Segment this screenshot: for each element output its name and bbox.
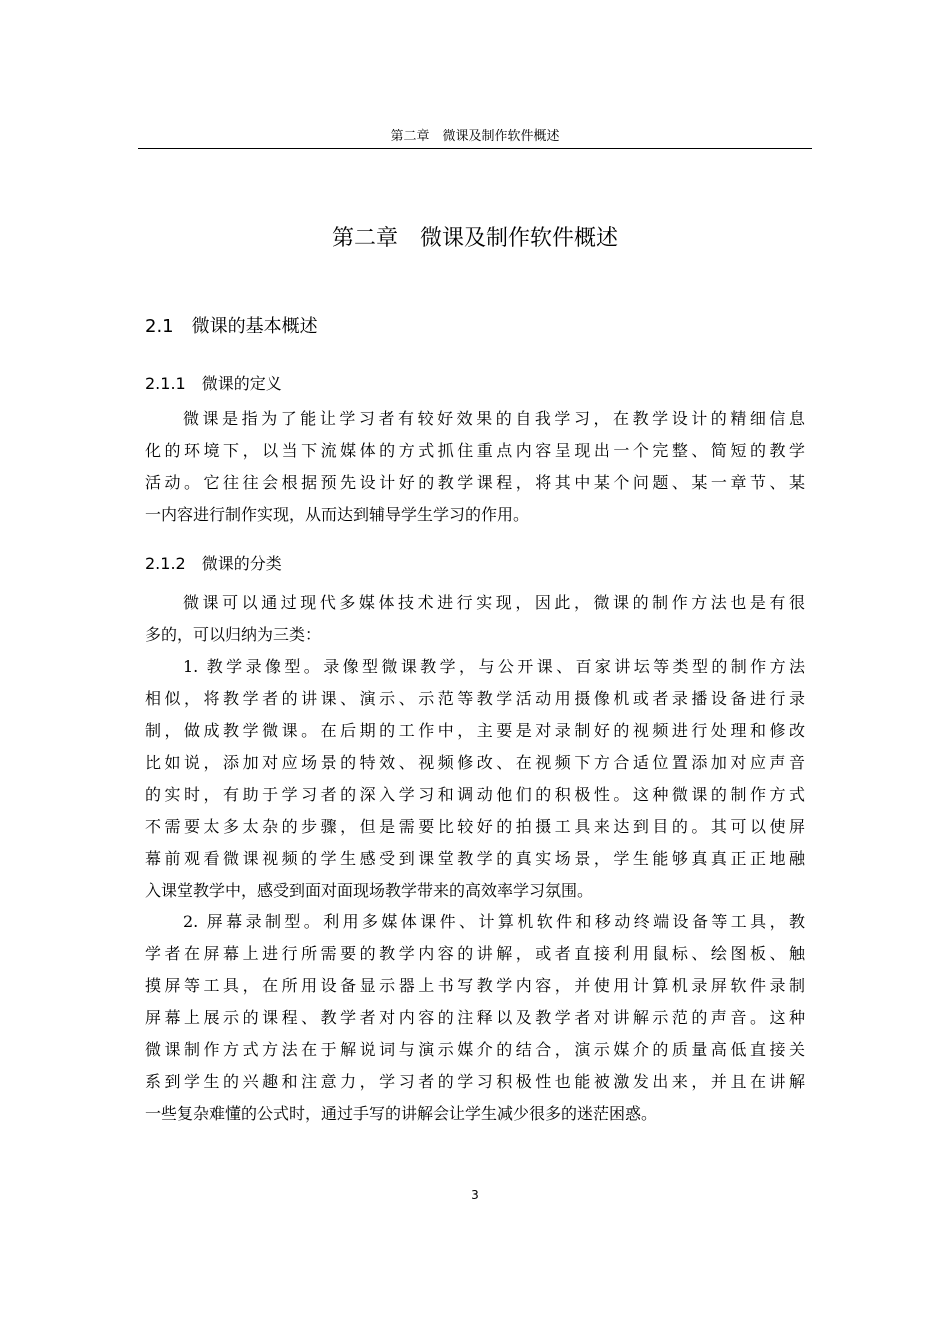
text-line: 相似，将教学者的讲课、演示、示范等教学活动用摄像机或者录播设备进行录	[145, 689, 805, 708]
text-line: 摸屏等工具，在所用设备显示器上书写教学内容，并使用计算机录屏软件录制	[145, 976, 805, 995]
section-heading-2-1-1: 2.1.1 微课的定义	[145, 374, 282, 393]
text-line: 幕前观看微课视频的学生感受到课堂教学的真实场景，学生能够真真正正地融	[145, 849, 805, 868]
text-line: 微课可以通过现代多媒体技术进行实现，因此，微课的制作方法也是有很	[183, 593, 805, 612]
running-header: 第二章 微课及制作软件概述	[390, 129, 560, 144]
text-line: 一些复杂难懂的公式时，通过手写的讲解会让学生减少很多的迷茫困惑。	[145, 1104, 658, 1123]
section-heading-2-1: 2.1 微课的基本概述	[145, 316, 318, 337]
header-rule	[138, 148, 812, 149]
text-line: 微课制作方式方法在于解说词与演示媒介的结合，演示媒介的质量高低直接关	[145, 1040, 805, 1059]
page-number: 3	[471, 1188, 479, 1202]
text-line: 多的，可以归纳为三类：	[145, 625, 322, 644]
text-line: 化的环境下，以当下流媒体的方式抓住重点内容呈现出一个完整、简短的教学	[145, 441, 805, 460]
text-line: 微课是指为了能让学习者有较好效果的自我学习，在教学设计的精细信息	[183, 409, 805, 428]
chapter-title: 第二章 微课及制作软件概述	[331, 226, 618, 251]
text-line: 不需要太多太杂的步骤，但是需要比较好的拍摄工具来达到目的。其可以使屏	[145, 817, 805, 836]
text-line: 1. 教学录像型。录像型微课教学，与公开课、百家讲坛等类型的制作方法	[183, 657, 805, 676]
text-line: 系到学生的兴趣和注意力，学习者的学习积极性也能被激发出来，并且在讲解	[145, 1072, 805, 1091]
text-line: 一内容进行制作实现，从而达到辅导学生学习的作用。	[145, 505, 530, 524]
paragraph-classification-intro	[145, 587, 805, 651]
text-line: 的实时，有助于学习者的深入学习和调动他们的积极性。这种微课的制作方式	[145, 785, 805, 804]
paragraph-definition	[145, 403, 805, 531]
text-line: 2. 屏幕录制型。利用多媒体课件、计算机软件和移动终端设备等工具，教	[183, 912, 805, 931]
text-line: 屏幕上展示的课程、教学者对内容的注释以及教学者对讲解示范的声音。这种	[145, 1008, 805, 1027]
text-line: 比如说，添加对应场景的特效、视频修改、在视频下方合适位置添加对应声音	[145, 753, 805, 772]
text-line: 活动。它往往会根据预先设计好的教学课程，将其中某个问题、某一章节、某	[145, 473, 805, 492]
text-line: 入课堂教学中，感受到面对面现场教学带来的高效率学习氛围。	[145, 881, 594, 900]
paragraph-type-1	[145, 651, 805, 907]
text-line: 制，做成教学微课。在后期的工作中，主要是对录制好的视频进行处理和修改	[145, 721, 805, 740]
text-line: 学者在屏幕上进行所需要的教学内容的讲解，或者直接利用鼠标、绘图板、触	[145, 944, 805, 963]
section-heading-2-1-2: 2.1.2 微课的分类	[145, 554, 282, 573]
paragraph-type-2	[145, 906, 805, 1130]
